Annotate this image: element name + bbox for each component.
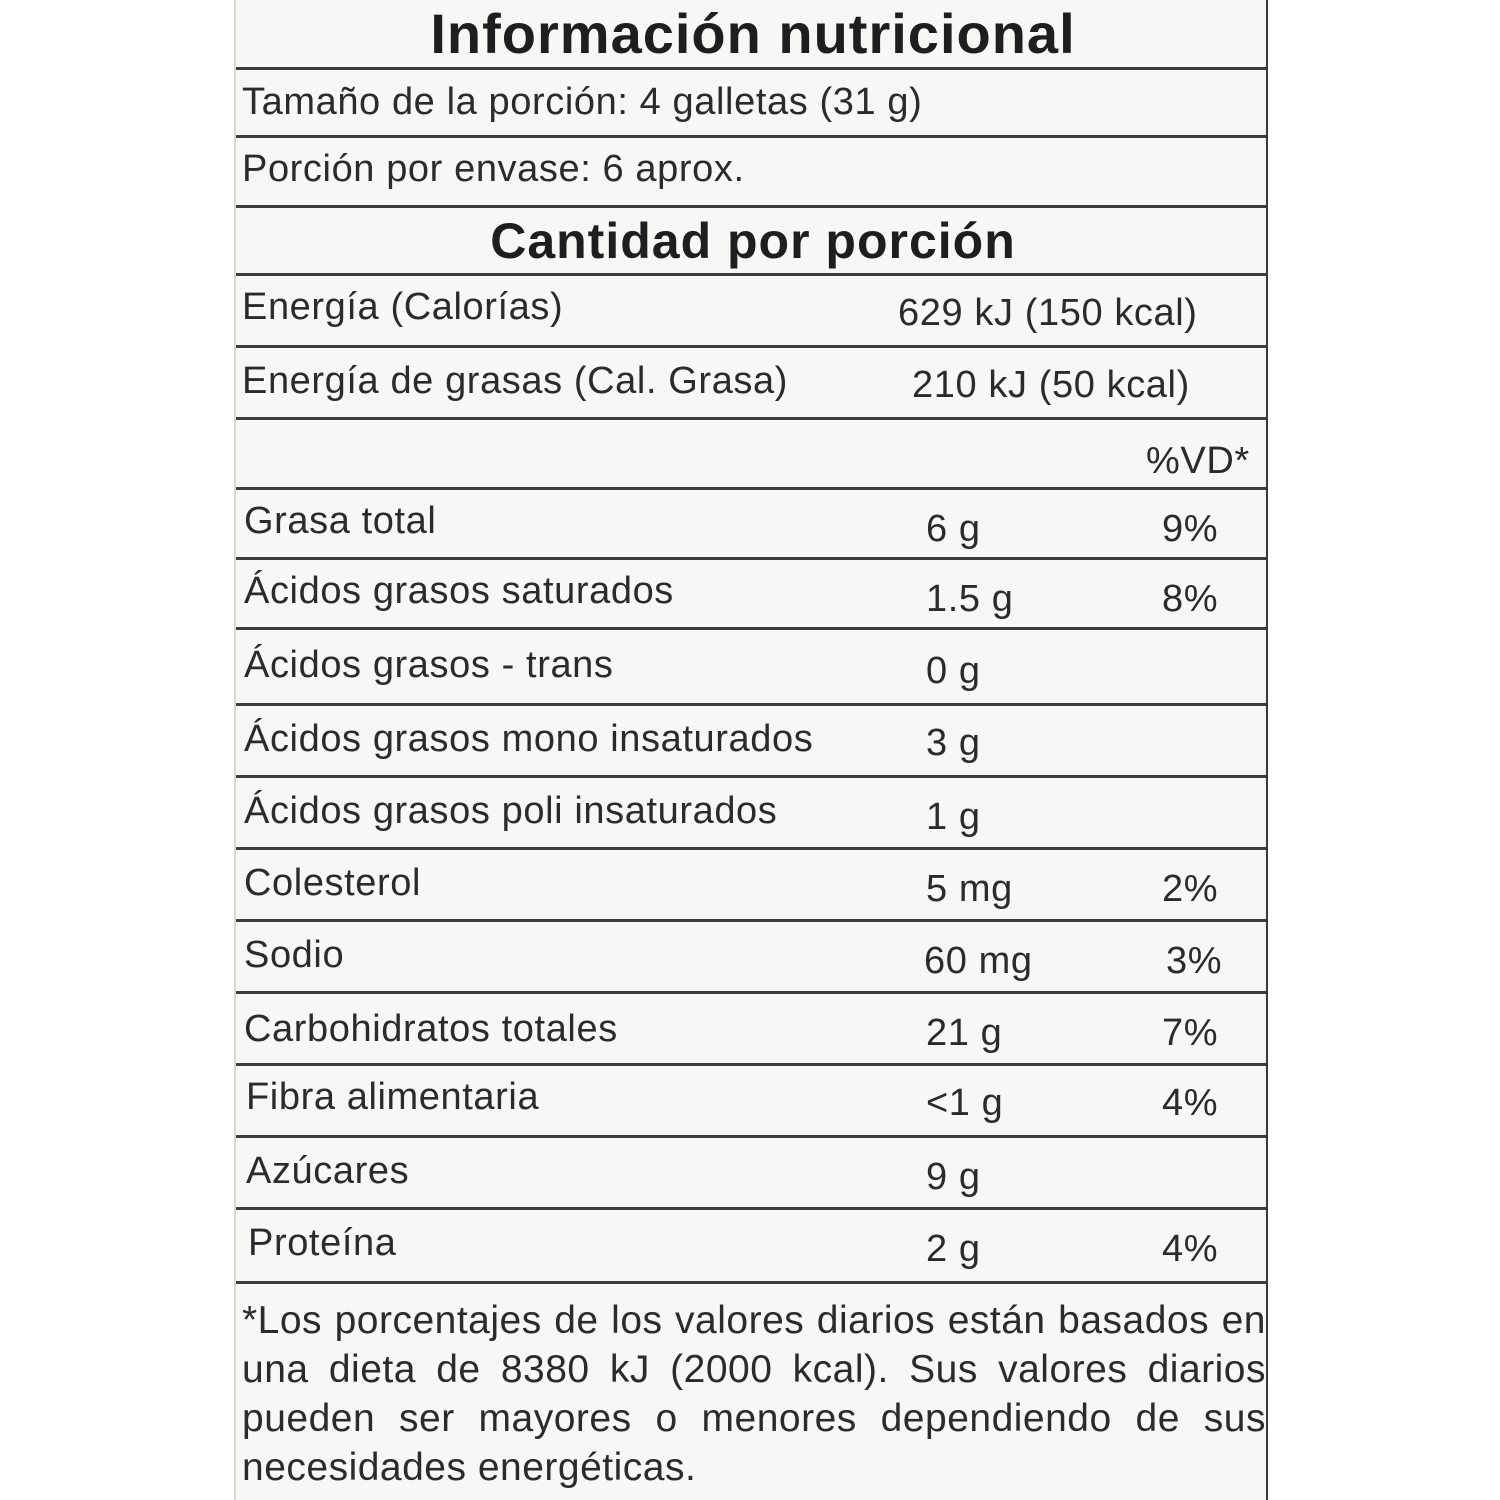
nutrient-dv: 7%	[1162, 1012, 1219, 1054]
label-title: Información nutricional	[430, 2, 1076, 65]
footnote: *Los porcentajes de los valores diarios están basados en una dieta de 8380 kJ (2000 kcal). Sus valores diarios pueden ser mayores o menores dependiendo de sus necesidades energéticas.	[242, 1299, 1266, 1489]
title-row	[236, 0, 1268, 70]
nutrient-dv: 8%	[1162, 578, 1219, 620]
fat-energy-row	[236, 348, 1268, 420]
serving-size: Tamaño de la porción: 4 galletas (31 g)	[242, 81, 923, 123]
fat-energy-label: Energía de grasas (Cal. Grasa)	[242, 360, 789, 402]
nutrient-dv: 2%	[1162, 868, 1219, 910]
nutrient-row	[236, 560, 1268, 630]
nutrient-amount: 2 g	[926, 1228, 981, 1270]
nutrient-amount: 21 g	[926, 1012, 1003, 1054]
nutrient-amount: 1.5 g	[926, 578, 1014, 620]
nutrient-row	[236, 922, 1268, 994]
nutrient-label: Colesterol	[244, 862, 422, 904]
nutrient-row	[236, 850, 1268, 922]
nutrient-row	[236, 994, 1268, 1066]
nutrient-amount: 1 g	[926, 796, 981, 838]
nutrient-label: Ácidos grasos - trans	[244, 644, 614, 686]
nutrient-amount: 6 g	[926, 508, 981, 550]
nutrient-dv: 9%	[1162, 508, 1219, 550]
energy-value: 629 kJ (150 kcal)	[898, 292, 1198, 334]
nutrient-label: Proteína	[248, 1222, 397, 1264]
servings-per-container-row	[236, 138, 1268, 208]
nutrient-label: Ácidos grasos saturados	[244, 570, 674, 612]
nutrient-amount: <1 g	[926, 1082, 1004, 1124]
section-title-row	[236, 208, 1268, 276]
serving-size-row	[236, 70, 1268, 138]
nutrient-amount: 3 g	[926, 722, 981, 764]
servings-per-container: Porción por envase: 6 aprox.	[242, 148, 745, 190]
nutrient-row	[236, 1066, 1268, 1138]
nutrient-label: Carbohidratos totales	[244, 1008, 618, 1050]
section-title: Cantidad por porción	[490, 213, 1016, 269]
fat-energy-value: 210 kJ (50 kcal)	[912, 364, 1190, 406]
nutrient-row	[236, 706, 1268, 778]
nutrient-label: Grasa total	[244, 500, 437, 542]
nutrient-amount: 0 g	[926, 650, 981, 692]
nutrient-label: Ácidos grasos poli insaturados	[244, 790, 778, 832]
energy-label: Energía (Calorías)	[242, 286, 564, 328]
nutrient-row	[236, 1138, 1268, 1210]
dv-header: %VD*	[1146, 440, 1250, 482]
nutrient-label: Azúcares	[246, 1150, 410, 1192]
nutrient-row	[236, 1210, 1268, 1284]
nutrient-dv: 3%	[1166, 940, 1223, 982]
nutrient-row	[236, 778, 1268, 850]
dv-header-row	[236, 420, 1268, 490]
nutrient-dv: 4%	[1162, 1082, 1219, 1124]
nutrient-row	[236, 490, 1268, 560]
nutrient-row	[236, 630, 1268, 706]
nutrition-label	[234, 0, 1268, 1500]
nutrient-amount: 5 mg	[926, 868, 1013, 910]
nutrient-label: Fibra alimentaria	[246, 1076, 540, 1118]
nutrient-amount: 60 mg	[924, 940, 1033, 982]
nutrient-label: Sodio	[244, 934, 345, 976]
nutrient-label: Ácidos grasos mono insaturados	[244, 718, 814, 760]
nutrient-amount: 9 g	[926, 1156, 981, 1198]
energy-row	[236, 276, 1268, 348]
nutrient-dv: 4%	[1162, 1228, 1219, 1270]
